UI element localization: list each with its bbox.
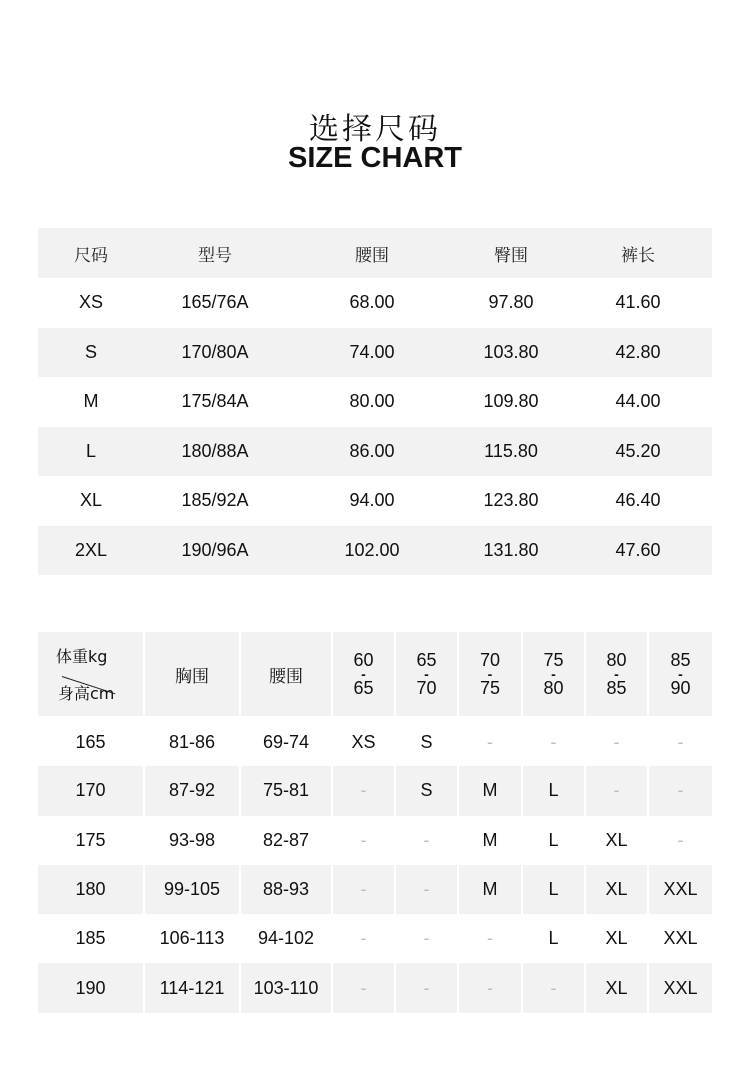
range-to: 90 (670, 678, 691, 698)
size-table-header-row (38, 228, 712, 278)
range-to: 75 (479, 678, 501, 698)
size-recommendation-cell: - (458, 717, 522, 766)
range-to: 85 (606, 678, 627, 698)
size-recommendation-cell: XXL (663, 977, 698, 998)
table-row (38, 717, 712, 766)
range-separator: - (361, 666, 366, 682)
height-cell: 190 (38, 963, 144, 1012)
size-recommendation-cell: - (395, 963, 458, 1012)
size-recommendation-cell: XL (585, 816, 648, 865)
size-recommendation-cell: - (395, 914, 458, 963)
size-recommendation-cell: - (677, 829, 684, 850)
model-cell: 175/84A (181, 391, 249, 412)
range-separator: - (678, 666, 683, 682)
column-header-chest: 胸围 (144, 632, 240, 717)
size-cell: M (83, 391, 99, 412)
size-cell: XS (78, 292, 103, 313)
size-cell: S (84, 341, 97, 362)
range-separator: - (551, 666, 556, 682)
height-label: 身高cm (58, 684, 115, 703)
range-from: 85 (670, 650, 691, 670)
size-recommendation-cell: - (677, 731, 684, 752)
hip-cell: 115.80 (484, 440, 538, 461)
chest-cell: 93-98 (144, 816, 240, 865)
table-row (38, 526, 712, 576)
size-cell: L (85, 440, 96, 461)
pants-length-cell: 45.20 (615, 440, 661, 461)
height-cell: 170 (38, 766, 144, 815)
waist-cell: 94.00 (349, 490, 395, 511)
column-header-size: 尺码 (74, 245, 108, 266)
size-recommendation-cell: - (522, 963, 585, 1012)
size-cell: 2XL (74, 539, 108, 560)
model-cell: 185/92A (181, 490, 249, 511)
page-title-english: SIZE CHART (288, 142, 462, 174)
waist-cell: 80.00 (349, 391, 395, 412)
waist-cell: 75-81 (240, 766, 332, 815)
size-recommendation-cell: XL (585, 963, 648, 1012)
size-recommendation-cell: - (332, 816, 395, 865)
range-to: 70 (416, 678, 437, 698)
size-recommendation-cell: - (458, 914, 522, 963)
pants-length-cell: 42.80 (615, 341, 661, 362)
range-from: 65 (416, 650, 437, 670)
table-row (38, 427, 712, 477)
size-recommendation-cell: XXL (663, 928, 698, 949)
chest-cell: 99-105 (144, 865, 240, 914)
size-recommendation-cell: L (522, 865, 585, 914)
chest-cell: 81-86 (144, 717, 240, 766)
column-header-waist: 腰围 (355, 245, 389, 266)
weight-label: 体重kg (56, 647, 108, 666)
hip-cell: 103.80 (483, 341, 539, 362)
table-row (38, 816, 712, 865)
size-cell: XL (79, 490, 103, 511)
hip-cell: 131.80 (483, 539, 539, 560)
size-recommendation-cell: XS (332, 717, 395, 766)
model-cell: 190/96A (181, 539, 249, 560)
range-separator: - (614, 666, 619, 682)
weight-range-header (458, 632, 522, 717)
size-recommendation-cell: XL (585, 914, 648, 963)
range-to: 65 (353, 678, 374, 698)
size-recommendation-cell: L (522, 914, 585, 963)
size-recommendation-cell: L (522, 766, 585, 815)
hip-cell: 109.80 (483, 391, 539, 412)
corner-header (38, 632, 144, 717)
weight-range-header (648, 632, 712, 717)
size-recommendation-cell: M (458, 865, 522, 914)
pants-length-cell: 46.40 (615, 490, 661, 511)
size-recommendation-cell: M (458, 766, 522, 815)
chest-cell: 87-92 (144, 766, 240, 815)
weight-range-header (332, 632, 395, 717)
table-row (38, 914, 712, 963)
table-row (38, 865, 712, 914)
page-title-chinese: 选择尺码 (309, 112, 441, 147)
height-cell: 180 (38, 865, 144, 914)
height-cell: 185 (38, 914, 144, 963)
table-row (38, 963, 712, 1012)
column-header-hip: 臀围 (494, 245, 528, 266)
column-header-waist: 腰围 (240, 632, 332, 717)
waist-cell: 68.00 (349, 292, 395, 313)
chest-cell: 106-113 (144, 914, 240, 963)
fit-table (38, 632, 712, 1013)
waist-cell: 88-93 (240, 865, 332, 914)
table-row (38, 377, 712, 427)
waist-cell: 74.00 (349, 341, 395, 362)
column-header-model: 型号 (198, 245, 232, 266)
size-recommendation-cell: - (458, 963, 522, 1012)
range-from: 60 (353, 650, 374, 670)
hip-cell: 123.80 (483, 490, 539, 511)
fit-table-header-row (38, 632, 712, 717)
model-cell: 180/88A (181, 440, 249, 461)
hip-cell: 97.80 (488, 292, 534, 313)
waist-cell: 94-102 (240, 914, 332, 963)
column-header-pants-length: 裤长 (621, 245, 655, 266)
weight-range-header (522, 632, 585, 717)
waist-cell: 86.00 (349, 440, 395, 461)
table-row (38, 476, 712, 526)
model-cell: 170/80A (181, 341, 249, 362)
height-cell: 175 (38, 816, 144, 865)
waist-cell: 69-74 (240, 717, 332, 766)
range-from: 70 (479, 650, 501, 670)
range-to: 80 (543, 678, 564, 698)
waist-cell: 103-110 (240, 963, 332, 1012)
size-recommendation-cell: XXL (663, 879, 698, 900)
size-recommendation-cell: - (332, 963, 395, 1012)
pants-length-cell: 44.00 (615, 391, 661, 412)
pants-length-cell: 47.60 (615, 539, 661, 560)
range-from: 80 (606, 650, 627, 670)
size-recommendation-cell: M (458, 816, 522, 865)
table-row (38, 328, 712, 378)
size-recommendation-cell: - (395, 816, 458, 865)
height-cell: 165 (38, 717, 144, 766)
size-recommendation-cell: - (585, 766, 648, 815)
pants-length-cell: 41.60 (615, 292, 661, 313)
size-recommendation-cell: S (395, 766, 458, 815)
size-recommendation-cell: S (395, 717, 458, 766)
table-row (38, 278, 712, 328)
table-row (38, 766, 712, 815)
size-recommendation-cell: - (395, 865, 458, 914)
range-from: 75 (543, 650, 564, 670)
model-cell: 165/76A (181, 292, 249, 313)
waist-cell: 82-87 (240, 816, 332, 865)
size-table (38, 228, 712, 575)
size-recommendation-cell: - (522, 717, 585, 766)
waist-cell: 102.00 (344, 539, 400, 560)
size-recommendation-cell: XL (585, 865, 648, 914)
size-recommendation-cell: - (677, 780, 684, 801)
size-recommendation-cell: - (332, 766, 395, 815)
weight-range-header (395, 632, 458, 717)
size-recommendation-cell: - (332, 865, 395, 914)
chest-cell: 114-121 (144, 963, 240, 1012)
size-recommendation-cell: L (522, 816, 585, 865)
range-separator: - (424, 666, 429, 682)
size-recommendation-cell: - (585, 717, 648, 766)
range-separator: - (487, 666, 493, 682)
weight-range-header (585, 632, 648, 717)
size-recommendation-cell: - (332, 914, 395, 963)
